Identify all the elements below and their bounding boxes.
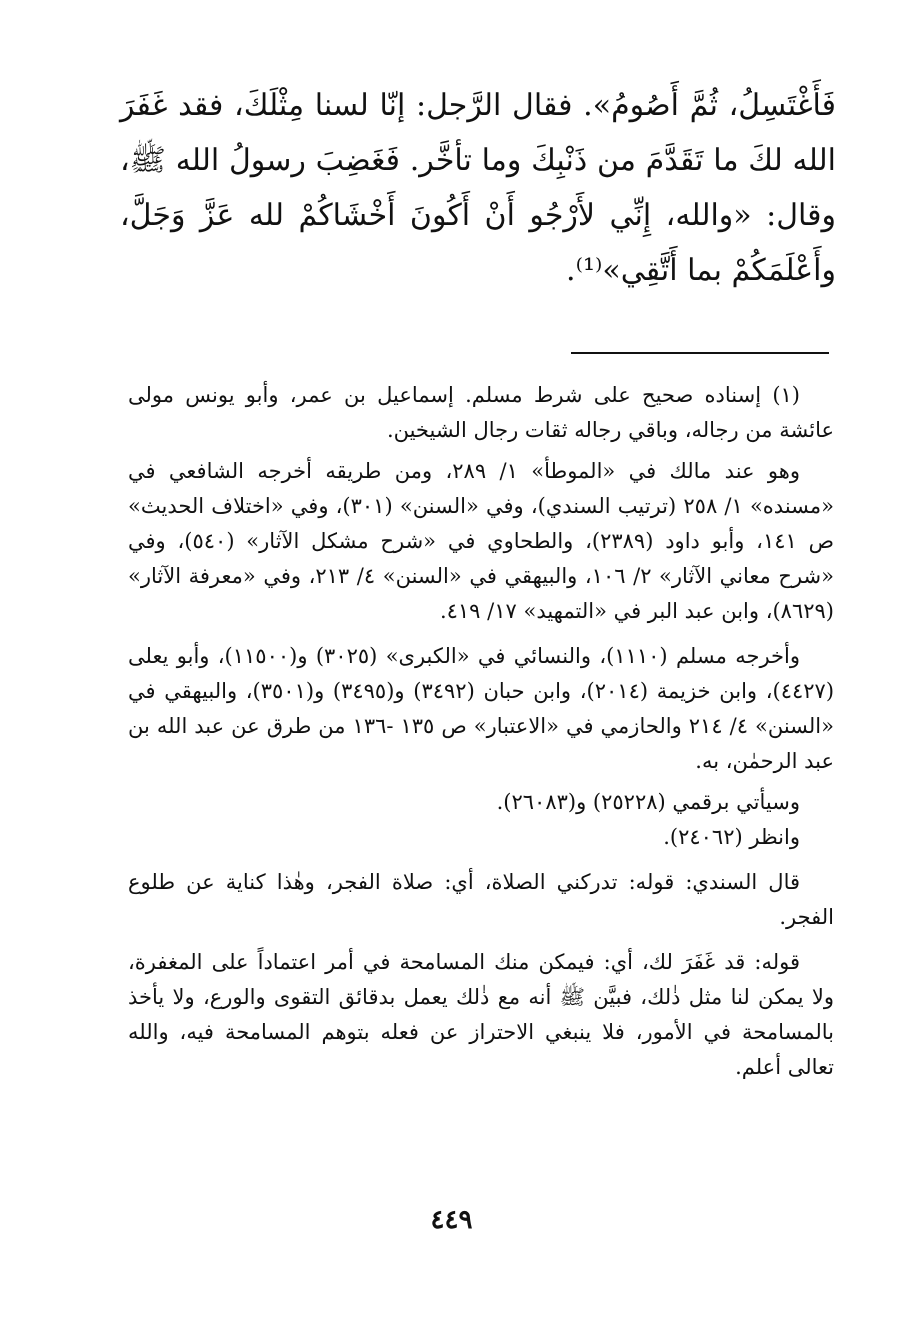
footnote-sindi-2: قوله: قد غَفَرَ لك، أي: فيمكن منك المسامحة في أمر اعتماداً على المغفرة، ولا يمكن لنا مثل ذٰلك، فبيَّن ﷺ أنه مع ذٰلك يعمل بدقائق التقوى والورع، ولا يأخذ بالمسامحة في الأمور، فلا ينبغي الاحتراز عن فعله بتوهم المسامحة فيه، والله تعالى أعلم. bbox=[128, 950, 834, 1079]
page-number: ٤٤٩ bbox=[430, 1205, 473, 1235]
footnote-sindi-1: قال السندي: قوله: تدركني الصلاة، أي: صلاة الفجر، وهٰذا كناية عن طلوع الفجر. bbox=[128, 870, 834, 929]
main-text: فَأَغْتَسِلُ، ثُمَّ أَصُومُ». فقال الرَّجل: إنّا لسنا مِثْلَكَ، فقد غَفَرَ الله لكَ ما تَقَدَّمَ من ذَنْبِكَ وما تأخَّر. فَغَضِبَ رسولُ الله ﷺ، وقال: «والله، إِنِّي لأَرْجُو أَنْ أَكُونَ أَخْشَاكُمْ لله عَزَّ وَجَلَّ، وأَعْلَمَكُمْ بما أَتَّقِي»⁽¹⁾. bbox=[120, 88, 836, 288]
footnote-divider bbox=[571, 352, 829, 354]
footnote-sources-2: وأخرجه مسلم (١١١٠)، والنسائي في «الكبرى» (٣٠٢٥) و(١١٥٠٠)، وأبو يعلى (٤٤٢٧)، وابن خزيمة (٢٠١٤)، وابن حبان (٣٤٩٢) و(٣٤٩٥) و(٣٥٠١)، والبيهقي في «السنن» ٤/ ٢١٤ والحازمي في «الاعتبار» ص ١٣٥ -١٣٦ من طرق عن عبد الله بن عبد الرحمٰن، به. bbox=[128, 644, 835, 773]
footnote-1: (١) إسناده صحيح على شرط مسلم. إسماعيل بن عمر، وأبو يونس مولى عائشة من رجاله، وباقي رجاله ثقات رجال الشيخين. bbox=[128, 383, 834, 442]
footnotes bbox=[128, 378, 834, 1091]
footnote-see-also: وانظر (٢٤٠٦٢). bbox=[663, 825, 800, 849]
footnote-sources: وهو عند مالك في «الموطأ» ١/ ٢٨٩، ومن طريقه أخرجه الشافعي في «مسنده» ١/ ٢٥٨ (ترتيب السندي)، وفي «السنن» (٣٠١)، وفي «اختلاف الحديث» ص ١٤١، وأبو داود (٢٣٨٩)، والطحاوي في «شرح مشكل الآثار» (٥٤٠)، وفي «شرح معاني الآثار» ٢/ ١٠٦، والبيهقي في «السنن» ٤/ ٢١٣، وفي «معرفة الآثار» (٨٦٢٩)، وابن عبد البر في «التمهيد» ١٧/ ٤١٩. bbox=[128, 459, 835, 623]
footnote-cross-ref: وسيأتي برقمي (٢٥٢٢٨) و(٢٦٠٨٣). bbox=[496, 790, 800, 814]
